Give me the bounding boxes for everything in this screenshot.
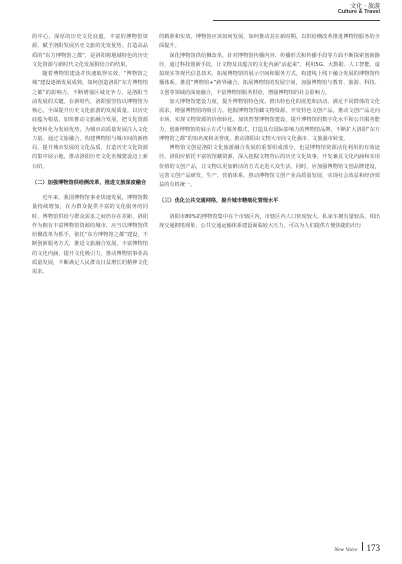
paragraph: 近年来，我国博物馆事业快速发展，博物馆数量持续增加，在为群众提供丰富的文化服务的同时，博物馆供给与群众需求之间仍存在差距。洛阳作为拥有丰富博物馆资源的城市，应当以博物馆供给侧改革为抓手，依托“东方博物馆之都”建设，不断创新服务方式，推进文旅融合发展，丰富博物馆的文化内涵，提升文化吸引力，推动博物馆事业高质量发展，不断满足人民群众日益增长的精神文化需求。 — [32, 195, 148, 275]
page-footer — [334, 542, 380, 553]
paragraph: 博物馆文创是洛阳文化旅游融合发展的重要组成部分，也是博物馆资源活化利用的有效途径。洛阳应依托丰富的馆藏资源，深入挖掘文物背后的历史文化故事，开发兼具文化内涵和实用价值的文创产品，让文物以更加鲜活的方式走进大众生活。同时，应加强博物馆文创品牌建设，完善文创产品研发、生产、营销体系，推动博物馆文创产业高质量发展，实现社会效益和经济效益的有机统一。 — [159, 145, 380, 188]
left-column — [32, 33, 148, 277]
paragraph: 深化博物馆供给侧改革，针对博物馆传播内容、传播形式和传播手段等方面不断探索创新路径，通过科技创新手段，让文物及其蕴含的文化内涵“活起来”，利用5G、大数据、人工智能、虚拟现实等现代信息技术，拓展博物馆的展示空间和服务方式，构建线上线下融合发展的博物馆传播体系。推进“博物馆+”跨界融合，拓展博物馆的发展空间，加强博物馆与教育、旅游、科技、文创等领域的深度融合，丰富博物馆服务供给，增强博物馆的社会影响力。 — [159, 52, 380, 96]
paragraph: 的精准和实效，博物馆应该如何发展，如何推动其在新时期，以供给侧改革推进博物馆服务的全面提升。 — [159, 34, 380, 50]
section-header — [338, 4, 380, 16]
footer-divider — [362, 542, 363, 551]
section-heading: （二）加强博物馆供给侧改革，推进文旅深度融合 — [32, 179, 147, 186]
header-rule — [213, 20, 380, 21]
paragraph: 洛阳市80%的博物馆集中在个市辖区内，市辖区内人口密度较大，私家车拥有量较高，相出现交通拥堵现象，公共交通运输体系建设面临较大压力。可以为人们提供方便快捷的出行 — [159, 213, 380, 229]
paragraph: 的中心，深厚的历史文化底蕴，丰富的博物馆资源，赋予洛阳发展历史文旅的先发优势。打造高品质的“东方博物馆之都”，是洛阳将地域特色的历史文化资源与新时代文化发展相结合的结果。 — [32, 34, 148, 68]
section-heading: （三）优化公共交通网络，提升城市精细化管理水平 — [159, 198, 279, 205]
paragraph: 加大博物馆建设力度，提升博物馆特色度。推出特色化的展览和活动，满足不同群体的文化需求，增强博物馆的吸引力。挖掘博物馆馆藏文物资源，开发特色文创产品，推动文创产品走向市场，实现文物资源的价值转化。加快智慧博物馆建设，提升博物馆的数字化水平和公共服务能力，创新博物馆的展示方式与服务模式，打造具有国际影响力的博物馆品牌，不断扩大洛阳“东方博物馆之都”的知名度和美誉度，推动洛阳由文物大市向文化强市、文旅强市转变。 — [159, 98, 380, 142]
section-title-cn: 文化 · 旅游 — [350, 3, 380, 10]
paragraph: 随着博物馆建设并快速取得实效，“博物馆之城”建设逐渐发展成熟，如何创造洛阳“东方博物馆之都”的影响力，不断增强区域竞争力，是洛阳当前发展的关键。在新时代，洛阳要坚持以博物馆为核心，全面提升历史文化旅游的发展质量。以历史底蕴为根基，加快推动文旅融合发展，把文化资源优势转化为发展优势，为城市高质量发展注入文化力量。通过文旅融合，构建博物馆与城市间的新格局，提升城市发展的文化品质，打造历史文化资源的集中展示地，推动洛阳历史文化名城建设迈上新台阶。 — [32, 71, 148, 170]
right-column — [159, 33, 380, 231]
page-number: 173 — [366, 543, 380, 553]
magazine-name: New Voice — [334, 547, 358, 553]
section-title-en: Culture & Travel — [337, 9, 380, 15]
